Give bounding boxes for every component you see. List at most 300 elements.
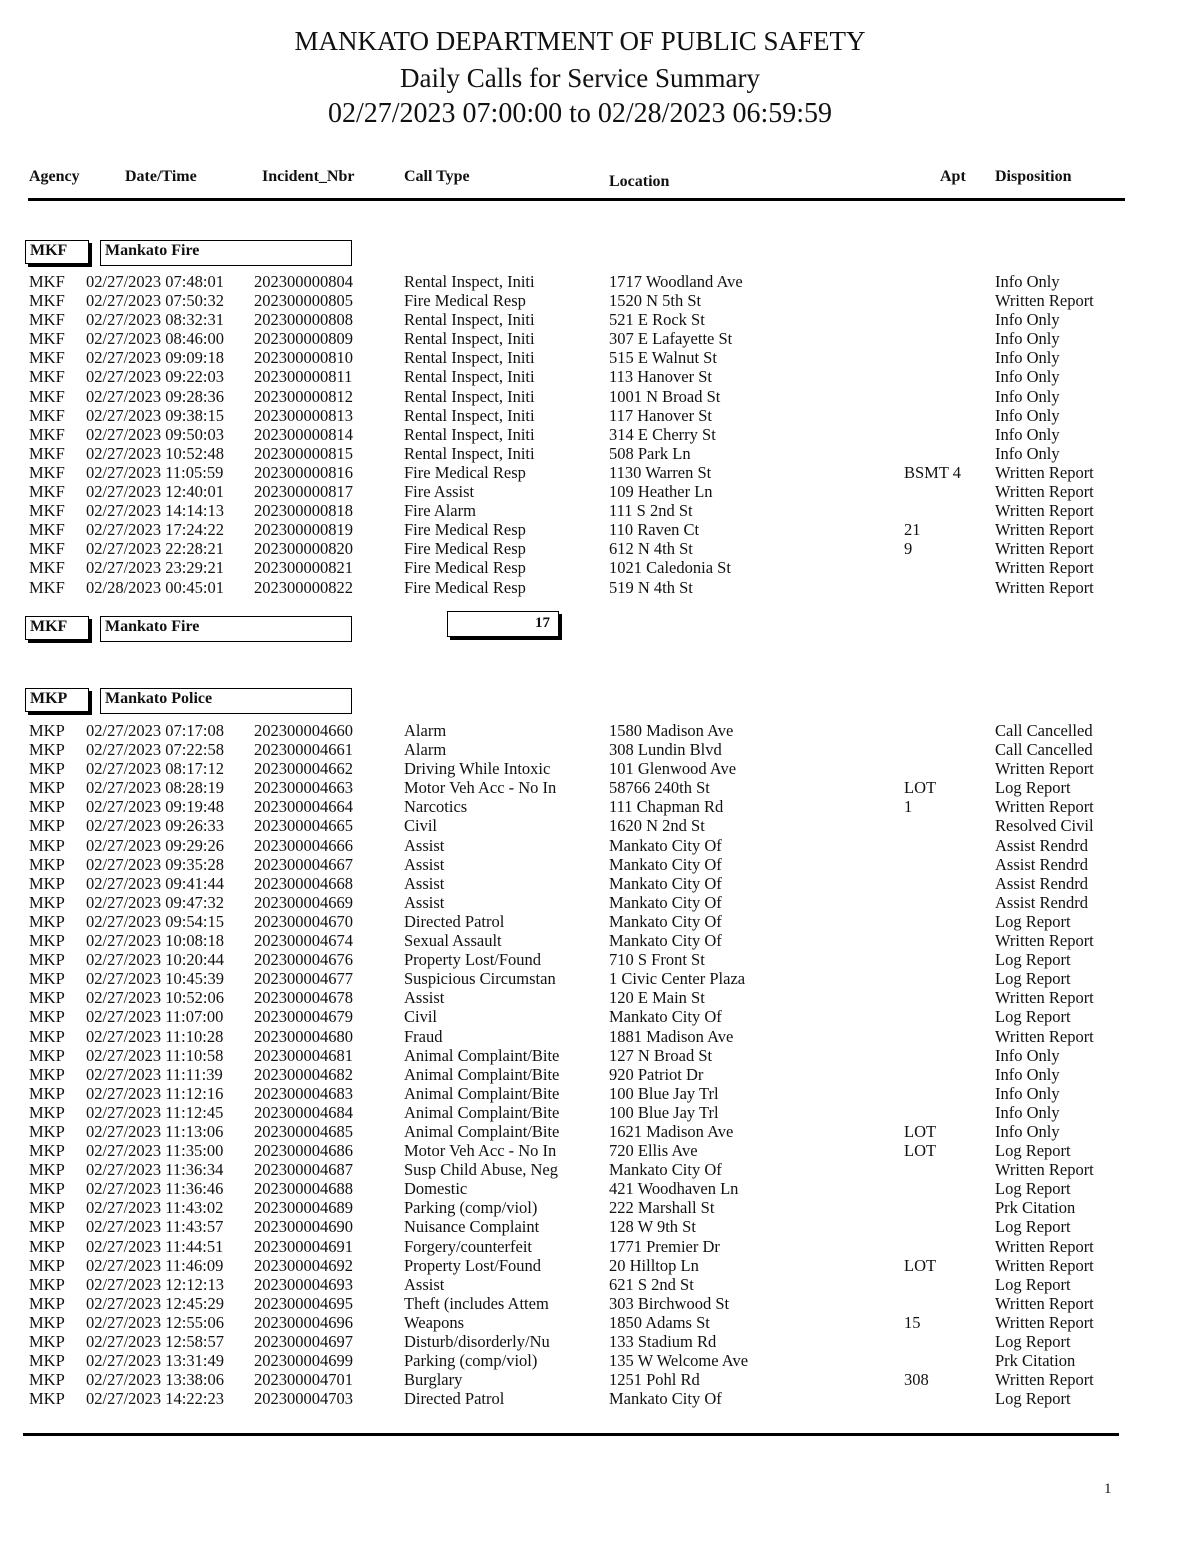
cell-agency: MKP (29, 892, 65, 912)
cell-call-type: Fire Medical Resp (404, 520, 526, 540)
cell-agency: MKP (29, 1102, 65, 1122)
cell-datetime: 02/27/2023 07:17:08 (86, 721, 224, 740)
cell-datetime: 02/27/2023 08:28:19 (86, 778, 224, 798)
cell-incident-number: 202300004687 (254, 1160, 353, 1180)
cell-disposition: Written Report (995, 291, 1094, 311)
cell-datetime: 02/27/2023 09:19:48 (86, 797, 224, 817)
cell-datetime: 02/27/2023 10:20:44 (86, 950, 224, 970)
cell-agency: MKF (29, 291, 65, 311)
cell-call-type: Fire Medical Resp (404, 462, 526, 482)
cell-incident-number: 202300000817 (254, 482, 353, 502)
cell-call-type: Assist (404, 1274, 445, 1294)
table-row (0, 1332, 1200, 1351)
cell-location: 621 S 2nd St (609, 1274, 694, 1294)
cell-call-type: Assist (404, 873, 445, 893)
cell-incident-number: 202300000814 (254, 424, 353, 444)
cell-location: Mankato City Of (609, 911, 722, 931)
cell-incident-number: 202300004686 (254, 1141, 353, 1161)
cell-datetime: 02/27/2023 22:28:21 (86, 539, 224, 559)
cell-datetime: 02/27/2023 12:12:13 (86, 1274, 224, 1294)
cell-disposition: Written Report (995, 482, 1094, 502)
cell-call-type: Fire Medical Resp (404, 539, 526, 559)
table-row (0, 539, 1200, 558)
cell-agency: MKP (29, 1026, 65, 1046)
cell-datetime: 02/27/2023 11:12:16 (86, 1083, 224, 1103)
cell-location: Mankato City Of (609, 1389, 722, 1409)
cell-datetime: 02/27/2023 11:07:00 (86, 1007, 224, 1027)
cell-incident-number: 202300004697 (254, 1332, 353, 1351)
cell-disposition: Info Only (995, 367, 1060, 387)
cell-location: Mankato City Of (609, 892, 722, 912)
cell-apt: 308 (904, 1370, 929, 1390)
cell-datetime: 02/27/2023 12:55:06 (86, 1312, 224, 1332)
fire-footer-name: Mankato Fire (100, 616, 352, 642)
cell-location: 1021 Caledonia St (609, 558, 731, 578)
cell-agency: MKF (29, 386, 65, 406)
cell-call-type: Domestic (404, 1179, 468, 1199)
cell-disposition: Log Report (995, 1141, 1071, 1161)
table-row (0, 1351, 1200, 1370)
cell-call-type: Narcotics (404, 797, 468, 817)
cell-datetime: 02/27/2023 09:29:26 (86, 835, 224, 855)
cell-location: 521 E Rock St (609, 310, 705, 330)
cell-call-type: Property Lost/Found (404, 1255, 542, 1275)
cell-incident-number: 202300000818 (254, 501, 353, 521)
cell-datetime: 02/27/2023 09:26:33 (86, 816, 224, 836)
cell-disposition: Log Report (995, 911, 1071, 931)
table-row (0, 740, 1200, 759)
cell-disposition: Info Only (995, 386, 1060, 406)
table-row (0, 1389, 1200, 1408)
fire-group-name: Mankato Fire (100, 240, 352, 266)
cell-incident-number: 202300000813 (254, 405, 353, 425)
cell-disposition: Written Report (995, 1255, 1094, 1275)
table-row (0, 558, 1200, 577)
cell-location: 58766 240th St (609, 778, 710, 798)
cell-location: 1717 Woodland Ave (609, 272, 743, 291)
table-row (0, 1370, 1200, 1389)
cell-call-type: Rental Inspect, Initi (404, 272, 535, 291)
cell-disposition: Log Report (995, 1217, 1071, 1237)
cell-agency: MKP (29, 1198, 65, 1218)
cell-location: 1881 Madison Ave (609, 1026, 734, 1046)
col-header-disposition: Disposition (995, 168, 1072, 185)
col-header-apt: Apt (940, 168, 966, 185)
cell-disposition: Info Only (995, 348, 1060, 368)
cell-datetime: 02/27/2023 07:50:32 (86, 291, 224, 311)
cell-agency: MKP (29, 1007, 65, 1027)
cell-call-type: Burglary (404, 1370, 463, 1390)
cell-call-type: Fire Assist (404, 482, 475, 502)
cell-location: 303 Birchwood St (609, 1293, 730, 1313)
cell-location: 110 Raven Ct (609, 520, 700, 540)
cell-agency: MKF (29, 405, 65, 425)
cell-location: 612 N 4th St (609, 539, 693, 559)
cell-call-type: Animal Complaint/Bite (404, 1121, 560, 1141)
cell-disposition: Assist Rendrd (995, 835, 1089, 855)
cell-datetime: 02/27/2023 09:41:44 (86, 873, 224, 893)
table-row (0, 272, 1200, 291)
cell-datetime: 02/27/2023 09:28:36 (86, 386, 224, 406)
cell-call-type: Nuisance Complaint (404, 1217, 540, 1237)
cell-location: 120 E Main St (609, 988, 705, 1008)
cell-datetime: 02/27/2023 12:58:57 (86, 1332, 224, 1351)
cell-disposition: Log Report (995, 1332, 1071, 1351)
cell-incident-number: 202300000804 (254, 272, 353, 291)
cell-disposition: Written Report (995, 759, 1094, 779)
table-row (0, 1256, 1200, 1275)
cell-incident-number: 202300004696 (254, 1312, 353, 1332)
cell-apt: 9 (904, 539, 913, 559)
cell-agency: MKP (29, 1293, 65, 1313)
cell-apt: LOT (904, 1141, 937, 1161)
cell-incident-number: 202300004662 (254, 759, 353, 779)
cell-location: 111 S 2nd St (609, 501, 693, 521)
cell-location: 1620 N 2nd St (609, 816, 705, 836)
cell-agency: MKF (29, 558, 65, 578)
cell-datetime: 02/27/2023 13:31:49 (86, 1351, 224, 1371)
table-row (0, 1313, 1200, 1332)
col-header-location: Location (609, 173, 670, 190)
cell-call-type: Rental Inspect, Initi (404, 405, 535, 425)
cell-incident-number: 202300004680 (254, 1026, 353, 1046)
cell-agency: MKP (29, 1083, 65, 1103)
cell-call-type: Fire Medical Resp (404, 558, 526, 578)
cell-location: 508 Park Ln (609, 443, 691, 463)
cell-agency: MKP (29, 988, 65, 1008)
cell-disposition: Written Report (995, 501, 1094, 521)
cell-location: 111 Chapman Rd (609, 797, 724, 817)
police-group-name: Mankato Police (100, 688, 352, 714)
cell-disposition: Info Only (995, 1121, 1060, 1141)
cell-incident-number: 202300004683 (254, 1083, 353, 1103)
cell-agency: MKP (29, 740, 65, 760)
cell-apt: 21 (904, 520, 921, 540)
table-row (0, 387, 1200, 406)
cell-agency: MKP (29, 911, 65, 931)
cell-call-type: Fraud (404, 1026, 443, 1046)
cell-incident-number: 202300004684 (254, 1102, 353, 1122)
cell-agency: MKP (29, 1121, 65, 1141)
cell-incident-number: 202300004701 (254, 1370, 353, 1390)
cell-location: 314 E Cherry St (609, 424, 716, 444)
cell-datetime: 02/27/2023 11:10:28 (86, 1026, 224, 1046)
table-row (0, 1198, 1200, 1217)
cell-location: 421 Woodhaven Ln (609, 1179, 739, 1199)
cell-agency: MKF (29, 443, 65, 463)
table-row (0, 1046, 1200, 1065)
cell-location: 135 W Welcome Ave (609, 1351, 749, 1371)
cell-call-type: Theft (includes Attem (404, 1293, 549, 1313)
cell-disposition: Written Report (995, 1370, 1094, 1390)
cell-datetime: 02/27/2023 07:22:58 (86, 740, 224, 760)
cell-disposition: Log Report (995, 1179, 1071, 1199)
cell-incident-number: 202300004679 (254, 1007, 353, 1027)
cell-call-type: Rental Inspect, Initi (404, 424, 535, 444)
cell-agency: MKP (29, 1274, 65, 1294)
cell-call-type: Parking (comp/viol) (404, 1351, 538, 1371)
cell-disposition: Written Report (995, 988, 1094, 1008)
table-row (0, 501, 1200, 520)
cell-agency: MKP (29, 1236, 65, 1256)
fire-footer-code: MKF (25, 616, 89, 640)
cell-agency: MKP (29, 969, 65, 989)
cell-location: Mankato City Of (609, 873, 722, 893)
cell-agency: MKF (29, 482, 65, 502)
cell-incident-number: 202300004693 (254, 1274, 353, 1294)
table-row (0, 578, 1200, 597)
cell-call-type: Directed Patrol (404, 1389, 505, 1409)
report-title: MANKATO DEPARTMENT OF PUBLIC SAFETY (294, 26, 866, 56)
cell-call-type: Animal Complaint/Bite (404, 1045, 560, 1065)
cell-agency: MKP (29, 1255, 65, 1275)
table-row (0, 367, 1200, 386)
cell-incident-number: 202300004664 (254, 797, 353, 817)
cell-incident-number: 202300004682 (254, 1064, 353, 1084)
cell-datetime: 02/27/2023 09:09:18 (86, 348, 224, 368)
cell-call-type: Fire Medical Resp (404, 577, 526, 597)
cell-incident-number: 202300004681 (254, 1045, 353, 1065)
cell-disposition: Log Report (995, 950, 1071, 970)
cell-datetime: 02/27/2023 11:05:59 (86, 462, 224, 482)
cell-incident-number: 202300004668 (254, 873, 353, 893)
cell-agency: MKF (29, 310, 65, 330)
table-row (0, 425, 1200, 444)
cell-agency: MKF (29, 424, 65, 444)
cell-disposition: Info Only (995, 272, 1060, 291)
cell-datetime: 02/27/2023 13:38:06 (86, 1370, 224, 1390)
cell-agency: MKF (29, 520, 65, 540)
table-row (0, 310, 1200, 329)
cell-call-type: Alarm (404, 721, 447, 740)
cell-call-type: Rental Inspect, Initi (404, 386, 535, 406)
cell-disposition: Written Report (995, 1312, 1094, 1332)
cell-call-type: Fire Alarm (404, 501, 476, 521)
table-row (0, 1217, 1200, 1236)
cell-datetime: 02/27/2023 11:35:00 (86, 1141, 224, 1161)
table-row (0, 1084, 1200, 1103)
table-row (0, 463, 1200, 482)
cell-apt: LOT (904, 1255, 937, 1275)
table-row (0, 482, 1200, 501)
cell-incident-number: 202300004670 (254, 911, 353, 931)
cell-apt: LOT (904, 1121, 937, 1141)
table-row (0, 1065, 1200, 1084)
table-row (0, 721, 1200, 740)
cell-datetime: 02/27/2023 11:13:06 (86, 1121, 224, 1141)
cell-call-type: Animal Complaint/Bite (404, 1102, 560, 1122)
cell-datetime: 02/27/2023 14:22:23 (86, 1389, 224, 1409)
fire-table (0, 272, 1200, 597)
cell-agency: MKP (29, 1332, 65, 1351)
cell-location: 109 Heather Ln (609, 482, 713, 502)
cell-location: 307 E Lafayette St (609, 329, 733, 349)
cell-disposition: Info Only (995, 1102, 1060, 1122)
cell-location: Mankato City Of (609, 931, 722, 951)
report-subtitle: Daily Calls for Service Summary (400, 63, 760, 93)
cell-apt: 15 (904, 1312, 921, 1332)
cell-call-type: Animal Complaint/Bite (404, 1083, 560, 1103)
table-row (0, 931, 1200, 950)
cell-datetime: 02/27/2023 11:10:58 (86, 1045, 224, 1065)
cell-datetime: 02/27/2023 12:40:01 (86, 482, 224, 502)
cell-call-type: Assist (404, 988, 445, 1008)
cell-location: 1771 Premier Dr (609, 1236, 720, 1256)
cell-call-type: Rental Inspect, Initi (404, 348, 535, 368)
cell-datetime: 02/27/2023 11:43:02 (86, 1198, 224, 1218)
cell-location: 113 Hanover St (609, 367, 712, 387)
cell-disposition: Written Report (995, 1236, 1094, 1256)
cell-disposition: Assist Rendrd (995, 873, 1089, 893)
cell-incident-number: 202300004699 (254, 1351, 353, 1371)
cell-disposition: Resolved Civil (995, 816, 1094, 836)
cell-incident-number: 202300000810 (254, 348, 353, 368)
cell-agency: MKP (29, 759, 65, 779)
col-header-agency: Agency (29, 168, 80, 185)
cell-disposition: Info Only (995, 1064, 1060, 1084)
cell-disposition: Log Report (995, 969, 1071, 989)
cell-incident-number: 202300000805 (254, 291, 353, 311)
cell-datetime: 02/27/2023 11:44:51 (86, 1236, 224, 1256)
cell-call-type: Sexual Assault (404, 931, 502, 951)
cell-agency: MKP (29, 721, 65, 740)
cell-incident-number: 202300004689 (254, 1198, 353, 1218)
cell-agency: MKP (29, 1045, 65, 1065)
cell-call-type: Civil (404, 1007, 438, 1027)
cell-location: 133 Stadium Rd (609, 1332, 717, 1351)
cell-incident-number: 202300000811 (254, 367, 353, 387)
cell-incident-number: 202300004661 (254, 740, 353, 760)
cell-datetime: 02/27/2023 10:08:18 (86, 931, 224, 951)
cell-datetime: 02/27/2023 11:46:09 (86, 1255, 224, 1275)
cell-call-type: Motor Veh Acc - No In (404, 778, 557, 798)
cell-call-type: Animal Complaint/Bite (404, 1064, 560, 1084)
cell-location: 720 Ellis Ave (609, 1141, 698, 1161)
cell-agency: MKP (29, 1064, 65, 1084)
table-row (0, 1122, 1200, 1141)
cell-disposition: Prk Citation (995, 1198, 1076, 1218)
cell-incident-number: 202300004665 (254, 816, 353, 836)
police-group-code: MKP (25, 688, 89, 712)
cell-agency: MKP (29, 1370, 65, 1390)
cell-datetime: 02/27/2023 11:36:34 (86, 1160, 224, 1180)
cell-incident-number: 202300004674 (254, 931, 353, 951)
cell-agency: MKP (29, 1141, 65, 1161)
cell-incident-number: 202300000809 (254, 329, 353, 349)
cell-incident-number: 202300004695 (254, 1293, 353, 1313)
table-row (0, 1275, 1200, 1294)
cell-incident-number: 202300004703 (254, 1389, 353, 1409)
cell-agency: MKP (29, 1160, 65, 1180)
cell-agency: MKP (29, 835, 65, 855)
cell-location: Mankato City Of (609, 1007, 722, 1027)
footer-rule (23, 1433, 1119, 1436)
cell-agency: MKF (29, 348, 65, 368)
table-row (0, 444, 1200, 463)
cell-location: 1001 N Broad St (609, 386, 721, 406)
cell-disposition: Info Only (995, 405, 1060, 425)
cell-apt: BSMT 4 (904, 462, 962, 482)
cell-call-type: Disturb/disorderly/Nu (404, 1332, 550, 1351)
cell-location: 101 Glenwood Ave (609, 759, 737, 779)
cell-datetime: 02/28/2023 00:45:01 (86, 577, 224, 597)
cell-call-type: Rental Inspect, Initi (404, 329, 535, 349)
cell-incident-number: 202300004676 (254, 950, 353, 970)
cell-datetime: 02/27/2023 09:50:03 (86, 424, 224, 444)
cell-disposition: Written Report (995, 1160, 1094, 1180)
cell-disposition: Written Report (995, 797, 1094, 817)
cell-call-type: Directed Patrol (404, 911, 505, 931)
cell-disposition: Written Report (995, 539, 1094, 559)
cell-datetime: 02/27/2023 10:52:06 (86, 988, 224, 1008)
cell-call-type: Alarm (404, 740, 447, 760)
cell-apt: LOT (904, 778, 937, 798)
cell-incident-number: 202300000816 (254, 462, 353, 482)
cell-location: 1580 Madison Ave (609, 721, 734, 740)
cell-location: 117 Hanover St (609, 405, 712, 425)
cell-disposition: Assist Rendrd (995, 892, 1089, 912)
table-row (0, 1007, 1200, 1026)
cell-agency: MKP (29, 1389, 65, 1409)
table-row (0, 836, 1200, 855)
cell-disposition: Log Report (995, 778, 1071, 798)
table-row (0, 778, 1200, 797)
page-number: 1 (1104, 1481, 1112, 1497)
cell-datetime: 02/27/2023 11:12:45 (86, 1102, 224, 1122)
cell-agency: MKF (29, 577, 65, 597)
cell-location: 1 Civic Center Plaza (609, 969, 746, 989)
cell-disposition: Written Report (995, 931, 1094, 951)
cell-incident-number: 202300004669 (254, 892, 353, 912)
cell-agency: MKF (29, 462, 65, 482)
cell-datetime: 02/27/2023 23:29:21 (86, 558, 224, 578)
cell-agency: MKF (29, 501, 65, 521)
cell-datetime: 02/27/2023 11:11:39 (86, 1064, 223, 1084)
cell-incident-number: 202300000822 (254, 577, 353, 597)
cell-location: 127 N Broad St (609, 1045, 713, 1065)
cell-call-type: Fire Medical Resp (404, 291, 526, 311)
table-row (0, 874, 1200, 893)
cell-incident-number: 202300004663 (254, 778, 353, 798)
table-row (0, 797, 1200, 816)
cell-location: 920 Patriot Dr (609, 1064, 704, 1084)
cell-disposition: Info Only (995, 329, 1060, 349)
cell-location: 308 Lundin Blvd (609, 740, 722, 760)
table-row (0, 816, 1200, 835)
cell-disposition: Written Report (995, 1293, 1094, 1313)
cell-agency: MKP (29, 1217, 65, 1237)
cell-agency: MKP (29, 950, 65, 970)
fire-call-count: 17 (447, 611, 559, 637)
cell-disposition: Info Only (995, 443, 1060, 463)
cell-location: Mankato City Of (609, 835, 722, 855)
table-row (0, 348, 1200, 367)
table-row (0, 291, 1200, 310)
cell-datetime: 02/27/2023 08:46:00 (86, 329, 224, 349)
cell-call-type: Rental Inspect, Initi (404, 367, 535, 387)
cell-disposition: Written Report (995, 577, 1094, 597)
cell-disposition: Log Report (995, 1007, 1071, 1027)
cell-location: Mankato City Of (609, 854, 722, 874)
police-table (0, 721, 1200, 1408)
table-row (0, 1294, 1200, 1313)
cell-disposition: Call Cancelled (995, 721, 1093, 740)
cell-datetime: 02/27/2023 09:54:15 (86, 911, 224, 931)
cell-incident-number: 202300004690 (254, 1217, 353, 1237)
cell-call-type: Civil (404, 816, 438, 836)
cell-call-type: Parking (comp/viol) (404, 1198, 538, 1218)
table-row (0, 1179, 1200, 1198)
